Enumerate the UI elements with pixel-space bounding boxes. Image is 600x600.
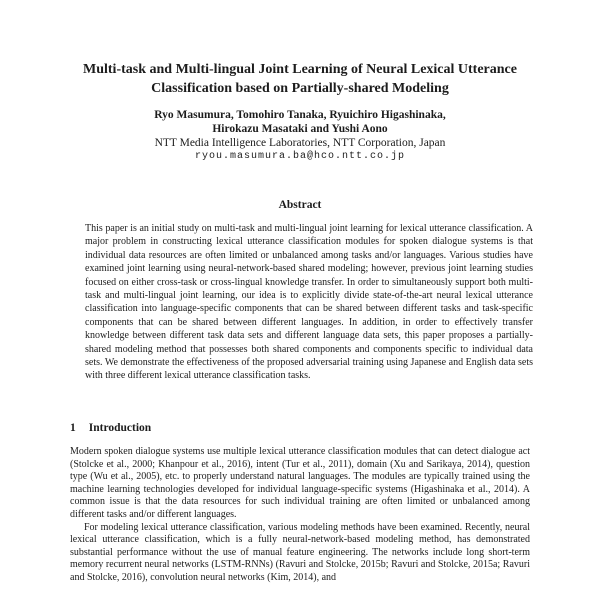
affiliation: NTT Media Intelligence Laboratories, NTT Corporation, Japan xyxy=(154,137,446,149)
introduction-body xyxy=(70,446,530,585)
section-title: Introduction xyxy=(88,422,152,434)
abstract-heading: Abstract xyxy=(278,199,322,211)
intro-paragraph-1: Modern spoken dialogue systems use multiple lexical utterance classification modules that can detect dialogue act (Stolcke et al., 2000; Khanpour et al., 2016), intent (Tur et al., 2011), domain (Xu and Sarikaya, 2014), question type (Wu et al., 2005), etc. to properly understand natural languages. The modules are typically trained using the machine learning technologies developed for individual language-specific systems (Higashinaka et al., 2014). A common issue is that the data resources for such individual training are often limited or unbalanced among different tasks and/or different languages. xyxy=(70,446,530,520)
paper-title xyxy=(0,60,600,98)
section-heading-introduction xyxy=(70,422,151,434)
email-address: ryou.masumura.ba@hco.ntt.co.jp xyxy=(194,151,406,162)
section-number: 1 xyxy=(70,422,76,434)
paper-title-line-1: Multi-task and Multi-lingual Joint Learning of Neural Lexical Utterance xyxy=(83,62,517,77)
abstract-text: This paper is an initial study on multi-task and multi-lingual joint learning for lexical utterance classification. A major problem in constructing lexical utterance classification modules for spoken dialogue systems is that individual data resources are often limited or unbalanced among tasks and/or languages. Various studies have examined joint learning using neural-network-based shared modeling; however, previous joint learning studies focused on either cross-task or cross-lingual knowledge transfer. In order to simultaneously support both multi-task and multi-lingual joint learning, our idea is to explicitly divide state-of-the-art neural lexical utterance classification into language-specific components that can be shared between different tasks and task-specific components that can be shared between different languages. In addition, in order to effectively transfer knowledge between different task data sets and different language data sets, this paper proposes a partially-shared modeling method that possesses both shared components and components specific to individual data sets. We demonstrate the effectiveness of the proposed adversarial training using Japanese and English data sets with three different lexical utterance classification tasks. xyxy=(85,223,533,382)
intro-paragraph-2: For modeling lexical utterance classification, various modeling methods have been examined. Recently, neural lexical utterance classification, which is a fully neural-network-based modeling method, has demonstrated substantial performance without the use of manual feature engineering. The networks include long short-term memory recurrent neural networks (LSTM-RNNs) (Ravuri and Stolcke, 2015b; Ravuri and Stolcke, 2015a; Ravuri and Stolcke, 2016), convolution neural networks (Kim, 2014), and xyxy=(70,521,530,583)
author-list xyxy=(0,108,600,136)
authors-line-1: Ryo Masumura, Tomohiro Tanaka, Ryuichiro Higashinaka, xyxy=(154,109,446,121)
paper-title-line-2: Classification based on Partially-shared Modeling xyxy=(151,81,449,96)
authors-line-2: Hirokazu Masataki and Yushi Aono xyxy=(212,123,388,135)
